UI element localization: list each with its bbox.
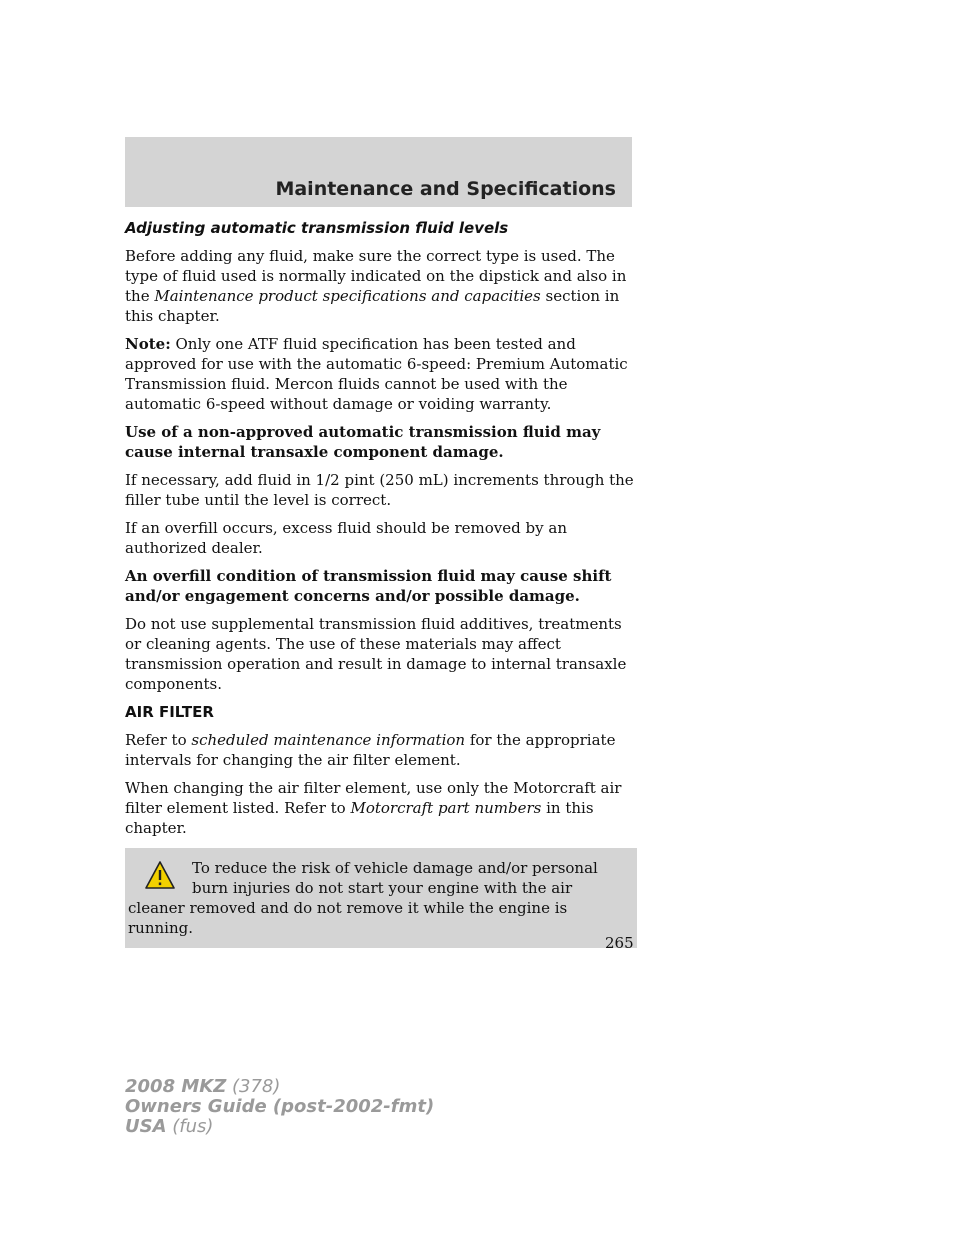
warning-box [125,848,637,948]
document-footer [125,1077,434,1137]
atf-paragraph-4: Do not use supplemental transmission fluid additives, treatments or cleaning agents. The use of these materials may affect transmission operation and result in damage to internal transaxle components. [125,615,627,693]
warning-triangle-icon [144,860,176,890]
footer-line-3 [125,1117,434,1137]
motorcraft-part-numbers-reference: Motorcraft part numbers [350,799,542,817]
air-filter-paragraph-2 [125,778,637,838]
atf-paragraph-1 [125,246,637,326]
footer-line-2: Owners Guide (post-2002-fmt) [125,1096,435,1117]
atf-note [125,334,637,414]
page-content [125,218,637,948]
air-filter-heading: AIR FILTER [125,703,214,721]
atf-bold-warning-2: An overfill condition of transmission fluid may cause shift and/or engagement concerns and/or possible damage. [125,567,612,605]
footer-market: USA [125,1116,167,1137]
atf-paragraph-3: If an overfill occurs, excess fluid should be removed by an authorized dealer. [125,519,567,557]
warning-text: To reduce the risk of vehicle damage and/or personal burn injuries do not start your engine with the air cleaner removed and do not remove it while the engine is running. [128,859,598,937]
atf-bold-warning-1: Use of a non-approved automatic transmission fluid may cause internal transaxle component damage. [125,423,601,461]
atf-p1-text-b: section in this chapter. [125,287,620,325]
maintenance-specs-reference: Maintenance product specifications and capacities [154,287,541,305]
af-p2-text-a: When changing the air filter element, use only the Motorcraft air filter element listed. Refer to [125,779,622,817]
note-text: Only one ATF fluid specification has been tested and approved for use with the automatic 6-speed: Premium Automatic Transmission fluid. Mercon fluids cannot be used with the automatic 6-speed without damage or voiding warranty. [125,335,628,413]
note-label: Note: [125,335,171,353]
footer-model: 2008 MKZ [125,1076,227,1097]
section-header-bar [125,137,632,207]
atf-paragraph-2: If necessary, add fluid in 1/2 pint (250 mL) increments through the filler tube until the level is correct. [125,471,634,509]
footer-line-1 [125,1077,434,1097]
page-number: 265 [605,934,634,952]
af-p2-text-b: in this chapter. [125,799,594,837]
footer-market-code: (fus) [166,1116,214,1137]
scheduled-maintenance-reference: scheduled maintenance information [191,731,466,749]
footer-model-code: (378) [226,1076,281,1097]
atf-heading: Adjusting automatic transmission fluid levels [125,219,509,237]
air-filter-paragraph-1 [125,730,637,770]
af-p1-text-b: for the appropriate intervals for changing the air filter element. [125,731,616,769]
af-p1-text-a: Refer to [125,731,192,749]
atf-p1-text-a: Before adding any fluid, make sure the correct type is used. The type of fluid used is normally indicated on the dipstick and also in the [125,247,627,305]
section-title: Maintenance and Specifications [275,178,616,200]
